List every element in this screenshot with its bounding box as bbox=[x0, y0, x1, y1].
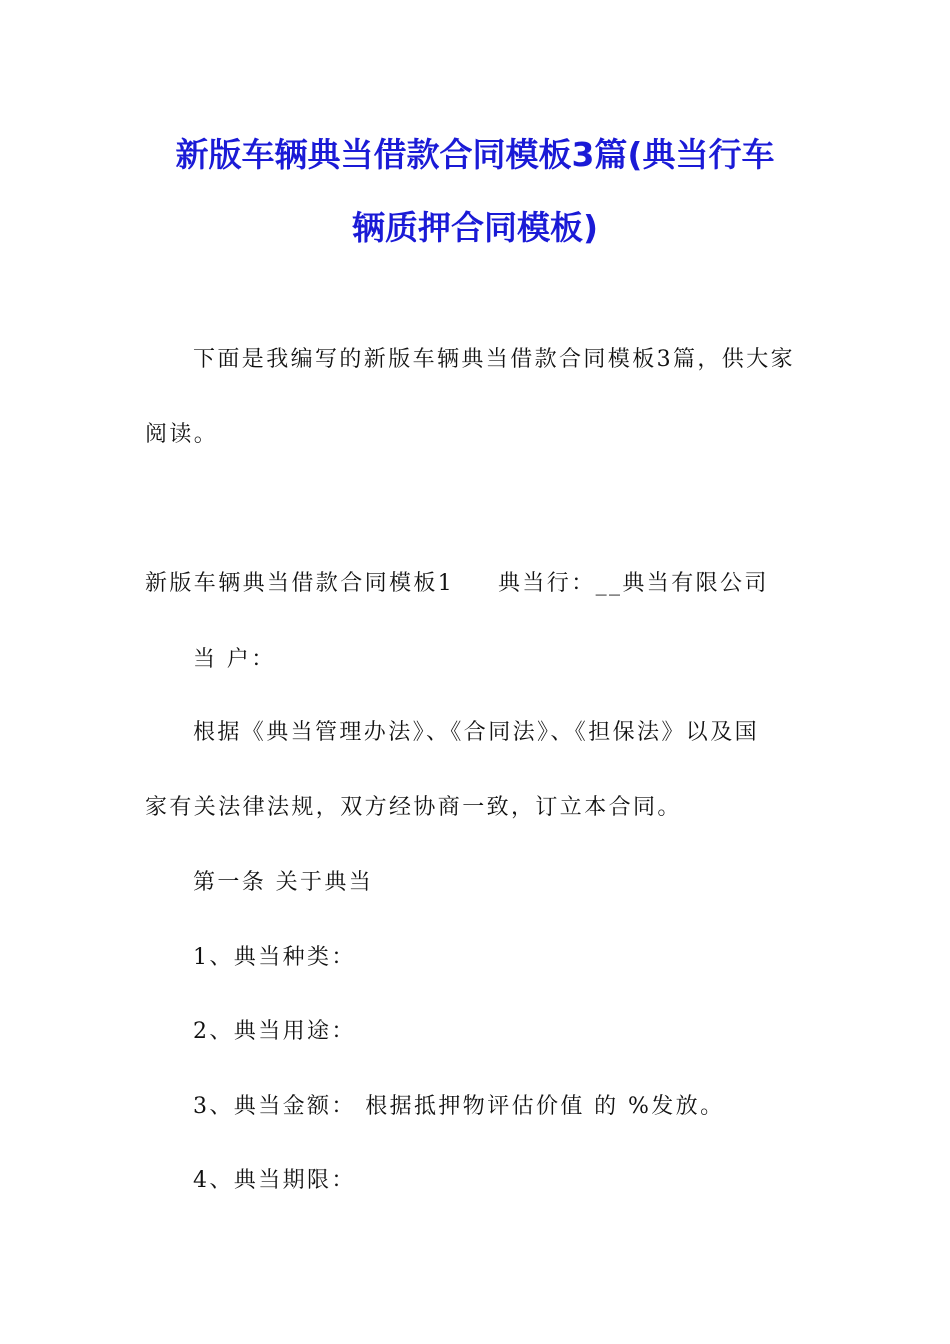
contract-heading: 新版车辆典当借款合同模板1 bbox=[145, 571, 455, 596]
pawnshop-party: 典当行：__典当有限公司 bbox=[498, 571, 769, 596]
pawner-party: 当 户： bbox=[193, 647, 276, 672]
clause-item: 3、典当金额： 根据抵押物评估价值 的 %发放。 bbox=[193, 1094, 725, 1119]
clause-item: 4、典当期限： bbox=[193, 1168, 356, 1193]
legal-basis-line-1: 根据《典当管理办法》、《合同法》、《担保法》以及国 bbox=[193, 720, 760, 745]
intro-paragraph-line-2: 阅读。 bbox=[145, 422, 219, 447]
document-title-line-2: 辆质押合同模板) bbox=[351, 208, 599, 247]
clause-item: 1、典当种类： bbox=[193, 945, 356, 970]
intro-paragraph-line-1: 下面是我编写的新版车辆典当借款合同模板3篇，供大家 bbox=[193, 347, 795, 372]
clause-item: 2、典当用途： bbox=[193, 1019, 356, 1044]
legal-basis-line-2: 家有关法律法规，双方经协商一致，订立本合同。 bbox=[145, 795, 682, 820]
article-1-title: 第一条 关于典当 bbox=[193, 870, 374, 895]
document-title-line-1: 新版车辆典当借款合同模板3篇(典当行车 bbox=[175, 135, 775, 174]
